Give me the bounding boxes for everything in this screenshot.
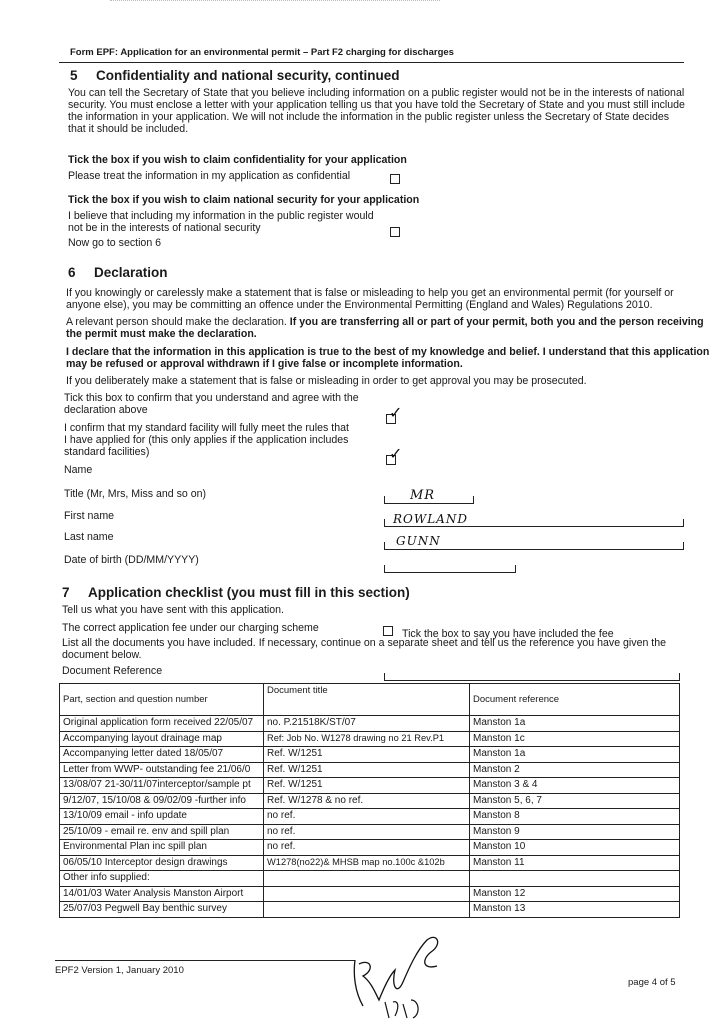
table-cell: Manston 13 [470,902,680,918]
table-cell: Original application form received 22/05/07 [60,716,264,732]
table-cell: Environmental Plan inc spill plan [60,840,264,856]
first-name-value: ROWLAND [393,512,468,526]
table-header-row [60,684,680,716]
last-name-value: GUNN [396,534,441,548]
table-row [60,886,680,902]
table-row [60,793,680,809]
national-security-checkbox[interactable] [390,227,400,237]
table-row [60,824,680,840]
list-documents-text: document below. [62,649,142,661]
field-bracket [683,542,684,550]
table-cell: Ref. W/1251 [264,778,470,794]
table-cell: no ref. [264,840,470,856]
relevant-person-note-cont: the permit must make the declaration. [66,328,257,340]
checkmark-icon: ✓ [389,444,403,463]
table-cell: Manston 3 & 4 [470,778,680,794]
confirm-label: declaration above [64,404,148,416]
dob-field[interactable] [384,572,516,573]
scan-edge-noise [110,0,440,6]
footer-page-number: page 4 of 5 [628,977,676,988]
table-cell: 06/05/10 Interceptor design drawings [60,855,264,871]
fee-tick-label: Tick the box to say you have included the fee [402,628,614,640]
header-part-section: Part, section and question number [60,684,264,716]
table-cell: 13/10/09 email - info update [60,809,264,825]
document-reference-label: Document Reference [62,665,163,677]
table-cell: Manston 2 [470,762,680,778]
handwritten-signature [345,930,455,1022]
first-name-label: First name [64,510,115,522]
table-cell: no. P.21518K/ST/07 [264,716,470,732]
header-document-reference: Document reference [470,684,680,716]
table-cell: Accompanying layout drainage map [60,731,264,747]
table-row [60,855,680,871]
field-bracket [473,496,474,504]
documents-table [59,683,680,918]
title-value: MR [410,488,436,503]
table-cell: Manston 1c [470,731,680,747]
declaration-statement: may be refused or approval withdrawn if I give false or incomplete information. [66,358,463,370]
table-row [60,778,680,794]
table-cell: no ref. [264,824,470,840]
declaration-statement: I declare that the information in this application is true to the best of my knowledge and belief. I understand that this application [66,346,710,358]
header-rule [59,62,684,63]
table-cell: Manston 10 [470,840,680,856]
dob-label: Date of birth (DD/MM/YYYY) [64,554,199,566]
field-bracket [683,519,684,527]
table-cell: Ref. W/1278 & no ref. [264,793,470,809]
table-cell: 13/08/07 21-30/11/07interceptor/sample pt [60,778,264,794]
table-cell [470,871,680,887]
field-bracket [515,565,516,573]
table-cell: Manston 12 [470,886,680,902]
confirm-label: Tick this box to confirm that you understand and agree with the [64,392,359,404]
table-cell: Ref. W/1251 [264,762,470,778]
standard-facility-label: I have applied for (this only applies if the application includes [64,434,349,446]
national-security-label: I believe that including my information in the public register would [68,210,374,222]
table-row [60,840,680,856]
relevant-person-note: A relevant person should make the declaration. If you are transferring all or part of your permit, both you and the person receiving [66,316,704,328]
last-name-field[interactable] [384,549,684,550]
section-7-title: Application checklist (you must fill in this section) [88,585,410,600]
field-bracket [384,496,385,504]
form-header-title: Form EPF: Application for an environmental permit – Part F2 charging for discharges [70,47,454,58]
section-5-number: 5 [70,68,78,83]
section-5-title: Confidentiality and national security, continued [96,68,400,83]
section-5-intro-line: the information in your application. We will not include the information in the public register unless the Secretary of State decides [68,111,670,123]
table-cell: W1278(no22)& MHSB map no.100c &102b [264,855,470,871]
field-bracket [384,519,385,527]
section-6-title: Declaration [94,265,168,280]
table-cell: 9/12/07, 15/10/08 & 09/02/09 -further info [60,793,264,809]
table-cell [264,886,470,902]
table-row [60,809,680,825]
header-document-title: Document title [264,684,470,716]
section-6-number: 6 [68,265,76,280]
table-cell: Other info supplied: [60,871,264,887]
field-bracket [384,565,385,573]
table-row [60,902,680,918]
table-cell: no ref. [264,809,470,825]
offence-warning: If you knowingly or carelessly make a statement that is false or misleading to help you get an environmental permit (for yourself or [66,287,674,299]
confidentiality-heading: Tick the box if you wish to claim confidentiality for your application [68,154,407,166]
section-7-number: 7 [62,585,70,600]
field-bracket [384,673,385,681]
table-cell: 25/07/03 Pegwell Bay benthic survey [60,902,264,918]
table-cell [264,902,470,918]
tell-us-text: Tell us what you have sent with this application. [62,604,285,616]
table-cell [264,871,470,887]
offence-warning: anyone else), you may be committing an offence under the Environmental Permitting (England and Wales) Regulations 2010. [66,299,653,311]
national-security-label: not be in the interests of national security [68,222,261,234]
table-cell: Accompanying letter dated 18/05/07 [60,747,264,763]
field-bracket [679,673,680,681]
prosecution-warning: If you deliberately make a statement that is false or misleading in order to get approval you may be prosecuted. [66,375,587,387]
table-row [60,747,680,763]
goto-section-6: Now go to section 6 [68,237,162,249]
table-row [60,716,680,732]
field-bracket [384,542,385,550]
table-cell: Manston 1a [470,716,680,732]
section-5-intro-line: You can tell the Secretary of State that you believe including information on a public register would not be in the interests of national [68,87,685,99]
footer-version: EPF2 Version 1, January 2010 [55,965,184,976]
list-documents-text: List all the documents you have included. If necessary, continue on a separate sheet and tell us the reference you have given the [62,637,667,649]
national-security-heading: Tick the box if you wish to claim national security for your application [68,194,420,206]
table-cell: Manston 11 [470,855,680,871]
table-cell: Manston 8 [470,809,680,825]
standard-facility-label: I confirm that my standard facility will fully meet the rules that [64,422,349,434]
name-label: Name [64,464,93,476]
footer-rule [55,960,355,961]
fee-label: The correct application fee under our charging scheme [62,622,319,634]
standard-facility-label: standard facilities) [64,446,150,458]
confidentiality-checkbox[interactable] [390,174,400,184]
fee-included-checkbox[interactable] [383,626,393,636]
section-5-intro-line: security. You must enclose a letter with your application telling us that you have told the Secretary of State and you must still include [68,99,685,111]
table-cell: Ref. W/1251 [264,747,470,763]
table-cell: Ref: Job No. W1278 drawing no 21 Rev.P1 [264,731,470,747]
table-cell: Letter from WWP- outstanding fee 21/06/0 [60,762,264,778]
section-5-intro-line: that it should be included. [68,123,189,135]
checkmark-icon: ✓ [389,403,403,422]
table-row [60,762,680,778]
title-label: Title (Mr, Mrs, Miss and so on) [64,488,207,500]
table-cell: Manston 1a [470,747,680,763]
last-name-label: Last name [64,531,114,543]
table-cell: 25/10/09 - email re. env and spill plan [60,824,264,840]
table-row [60,731,680,747]
table-cell: 14/01/03 Water Analysis Manston Airport [60,886,264,902]
table-cell: Manston 5, 6, 7 [470,793,680,809]
table-cell: Manston 9 [470,824,680,840]
table-row [60,871,680,887]
confidentiality-label: Please treat the information in my application as confidential [68,170,351,182]
document-reference-field[interactable] [384,680,680,681]
